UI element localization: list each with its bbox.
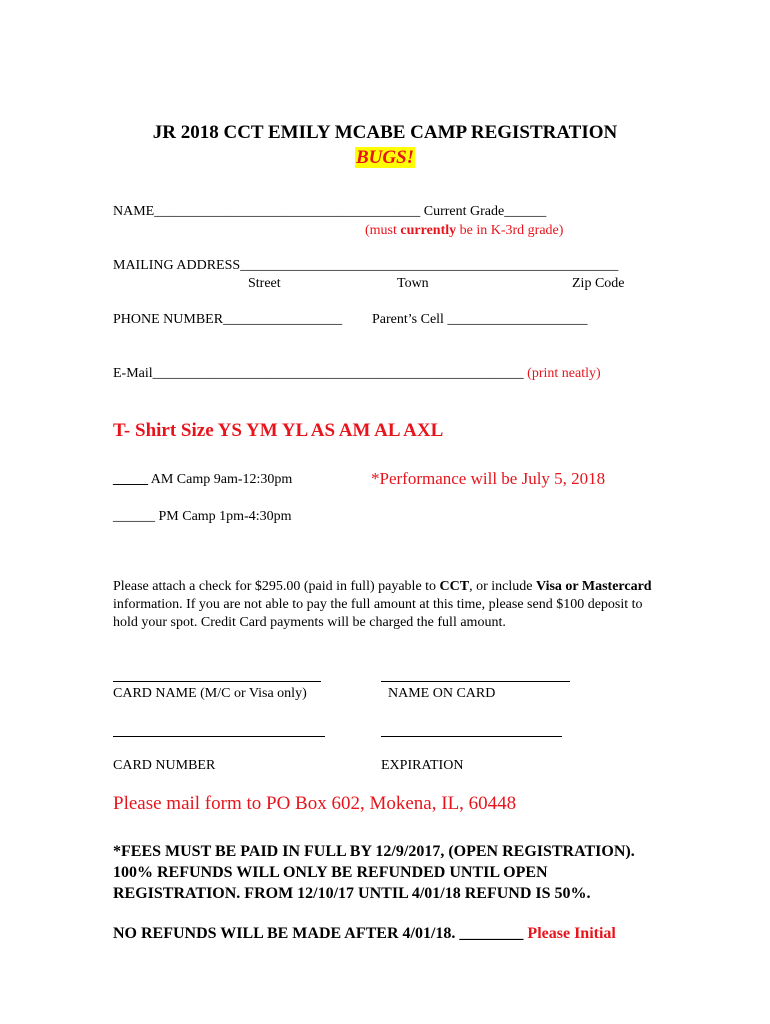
address-field[interactable]: ______________________________________________________ — [240, 258, 619, 273]
email-row — [113, 366, 601, 382]
payment-cards: Visa or Mastercard — [535, 579, 652, 594]
phone-row — [113, 312, 342, 328]
initial-label: Please Initial — [523, 925, 616, 942]
fees-line-2: 100% REFUNDS WILL ONLY BE REFUNDED UNTIL OPEN — [113, 864, 548, 881]
payment-text-1: Please attach a check for $295.00 (paid in full) payable to — [113, 579, 440, 594]
form-title: JR 2018 CCT EMILY MCABE CAMP REGISTRATION — [152, 122, 618, 143]
grade-note-close: be in K-3rd grade) — [456, 223, 564, 238]
cell-row — [372, 312, 587, 328]
no-refunds-text: NO REFUNDS WILL BE MADE AFTER 4/01/18. — [113, 925, 460, 942]
address-street-caption: Street — [248, 276, 281, 291]
am-camp-field[interactable]: _____ — [113, 472, 148, 487]
pm-camp-label: PM Camp 1pm-4:30pm — [158, 509, 292, 524]
address-row — [113, 258, 618, 274]
email-note: (print neatly) — [527, 366, 601, 381]
email-label: E-Mail — [113, 366, 153, 381]
name-field[interactable]: ______________________________________ — [154, 204, 421, 219]
grade-note-bold: currently — [400, 223, 457, 238]
am-camp-label: AM Camp 9am-12:30pm — [150, 472, 293, 487]
name-on-card-label: NAME ON CARD — [388, 686, 496, 701]
card-name-line[interactable] — [113, 681, 321, 682]
expiration-line[interactable] — [381, 736, 562, 737]
email-field[interactable]: _____________________________________________________ — [152, 366, 524, 381]
payment-instructions — [113, 578, 653, 632]
card-number-line[interactable] — [113, 736, 325, 737]
payment-cct: CCT — [439, 579, 470, 594]
card-name-label: CARD NAME (M/C or Visa only) — [113, 686, 307, 701]
grade-label: Current Grade — [423, 204, 505, 219]
grade-field[interactable]: ______ — [504, 204, 547, 219]
initial-field[interactable]: ________ — [459, 925, 524, 942]
cell-field[interactable]: ____________________ — [447, 312, 588, 327]
fees-line-3: REGISTRATION. FROM 12/10/17 UNTIL 4/01/18 REFUND IS 50%. — [113, 885, 591, 902]
form-subtitle: BUGS! — [355, 147, 415, 168]
grade-note — [365, 223, 563, 239]
pm-camp-row — [113, 509, 292, 525]
performance-note: *Performance will be July 5, 2018 — [371, 469, 606, 488]
phone-field[interactable]: _________________ — [223, 312, 343, 327]
am-camp-row — [113, 472, 292, 488]
grade-note-open: (must — [365, 223, 401, 238]
expiration-label: EXPIRATION — [381, 758, 464, 773]
payment-text-2: , or include — [469, 579, 536, 594]
payment-text-3: information. If you are not able to pay the full amount at this time, please send $100 deposit to hold your spot. Credit Card payments will be charged the full amount. — [113, 597, 643, 630]
phone-label: PHONE NUMBER — [113, 312, 224, 327]
cell-label: Parent’s Cell — [372, 312, 444, 327]
form-subtitle-wrap — [0, 147, 770, 169]
tshirt-sizes: T- Shirt Size YS YM YL AS AM AL AXL — [113, 420, 444, 441]
pm-camp-field[interactable]: ______ — [113, 509, 155, 524]
address-label: MAILING ADDRESS — [113, 258, 241, 273]
card-number-label: CARD NUMBER — [113, 758, 216, 773]
name-on-card-line[interactable] — [381, 681, 570, 682]
fees-line-1: *FEES MUST BE PAID IN FULL BY 12/9/2017, (OPEN REGISTRATION). — [113, 843, 635, 860]
name-label: NAME — [113, 204, 155, 219]
name-row — [113, 204, 546, 220]
fees-notice — [113, 841, 713, 904]
no-refunds-row — [113, 925, 616, 943]
mail-instructions: Please mail form to PO Box 602, Mokena, IL, 60448 — [113, 793, 517, 814]
address-town-caption: Town — [397, 276, 429, 291]
address-zip-caption: Zip Code — [572, 276, 625, 291]
